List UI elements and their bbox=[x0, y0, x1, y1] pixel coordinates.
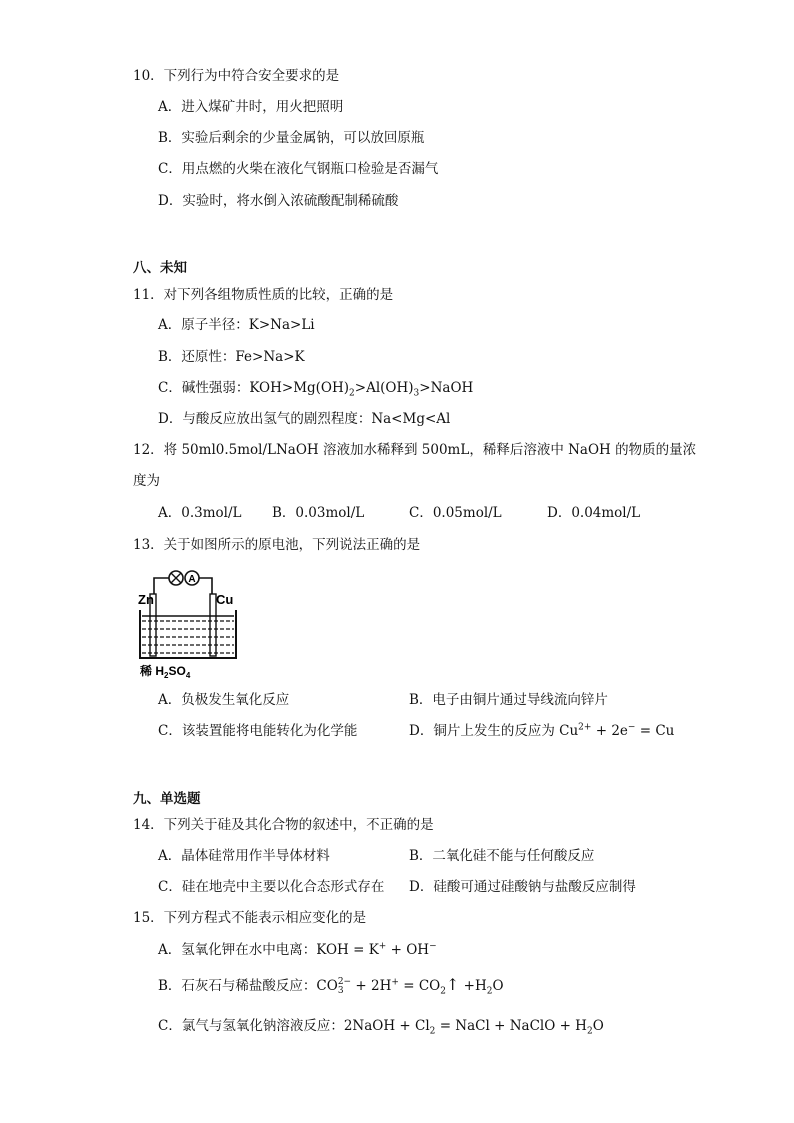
q10-option-b: B．实验后剩余的少量金属钠，可以放回原瓶 bbox=[158, 130, 425, 146]
galvanic-cell-figure bbox=[136, 566, 246, 678]
q13-option-d: D．铜片上发生的反应为 $Cu^{2+} + 2e^- = Cu$ bbox=[409, 722, 675, 739]
q13-option-b: B．电子由铜片通过导线流向锌片 bbox=[409, 692, 608, 708]
zn-label: Zn bbox=[138, 592, 154, 607]
ammeter-label: A bbox=[188, 574, 196, 585]
q12-stem-line2: 度为 bbox=[133, 473, 160, 489]
q11-option-a: A．原子半径：K>Na>Li bbox=[158, 317, 315, 333]
section-heading-8: 八、未知 bbox=[133, 260, 187, 276]
q14-stem: 14．下列关于硅及其化合物的叙述中，不正确的是 bbox=[133, 817, 434, 833]
wire bbox=[154, 578, 212, 616]
q12-option-b: B．0.03mol/L bbox=[272, 505, 365, 521]
q11-stem: 11．对下列各组物质性质的比较，正确的是 bbox=[133, 287, 394, 303]
q15-stem: 15．下列方程式不能表示相应变化的是 bbox=[133, 910, 367, 926]
q11-option-b: B．还原性：Fe>Na>K bbox=[158, 349, 305, 365]
q12-option-d: D．0.04mol/L bbox=[547, 505, 641, 521]
q14-option-b: B．二氧化硅不能与任何酸反应 bbox=[409, 848, 595, 864]
q14-option-c: C．硅在地壳中主要以化合态形式存在 bbox=[158, 879, 385, 895]
section-heading-9: 九、单选题 bbox=[133, 791, 201, 807]
q14-option-a: A．晶体硅常用作半导体材料 bbox=[158, 848, 330, 864]
q12-stem-line1: 12．将 50ml0.5mol/LNaOH 溶液加水稀释到 500mL，稀释后溶液中 NaOH 的物质的量浓 bbox=[133, 442, 697, 458]
q10-option-a: A．进入煤矿井时，用火把照明 bbox=[158, 99, 344, 115]
q13-option-a: A．负极发生氧化反应 bbox=[158, 692, 290, 708]
q10-option-d: D．实验时，将水倒入浓硫酸配制稀硫酸 bbox=[158, 193, 399, 209]
solution-label: 稀 $H_2SO_4$ bbox=[140, 664, 191, 678]
q12-option-c: C．0.05mol/L bbox=[409, 505, 502, 521]
q15-option-b: B．石灰石与稀盐酸反应：CO 2− 3 + $2H^+ = CO_2↑ +H_2O$ bbox=[158, 975, 504, 997]
q15-option-a: A．氢氧化钾在水中电离：KOH = K+ + OH− bbox=[158, 941, 437, 958]
q10-stem: 10．下列行为中符合安全要求的是 bbox=[133, 68, 340, 84]
q15-option-c: C．氯气与氢氧化钠溶液反应：2NaOH + $Cl_2$ = NaCl + NaClO + $H_2O$ bbox=[158, 1018, 604, 1037]
cu-label: Cu bbox=[216, 592, 234, 607]
q11-option-c: C．碱性强弱：$KOH>Mg(OH)_2>Al(OH)_3>NaOH$ bbox=[158, 380, 474, 399]
q11-option-d: D．与酸反应放出氢气的剧烈程度：Na<Mg<Al bbox=[158, 411, 451, 427]
galvanic-cell-diagram bbox=[136, 566, 246, 678]
q12-option-a: A．0.3mol/L bbox=[158, 505, 242, 521]
q13-option-c: C．该装置能将电能转化为化学能 bbox=[158, 723, 358, 739]
q10-option-c: C．用点燃的火柴在液化气钢瓶口检验是否漏气 bbox=[158, 161, 439, 177]
q14-option-d: D．硅酸可通过硅酸钠与盐酸反应制得 bbox=[409, 879, 636, 895]
q13-stem: 13．关于如图所示的原电池，下列说法正确的是 bbox=[133, 537, 421, 553]
